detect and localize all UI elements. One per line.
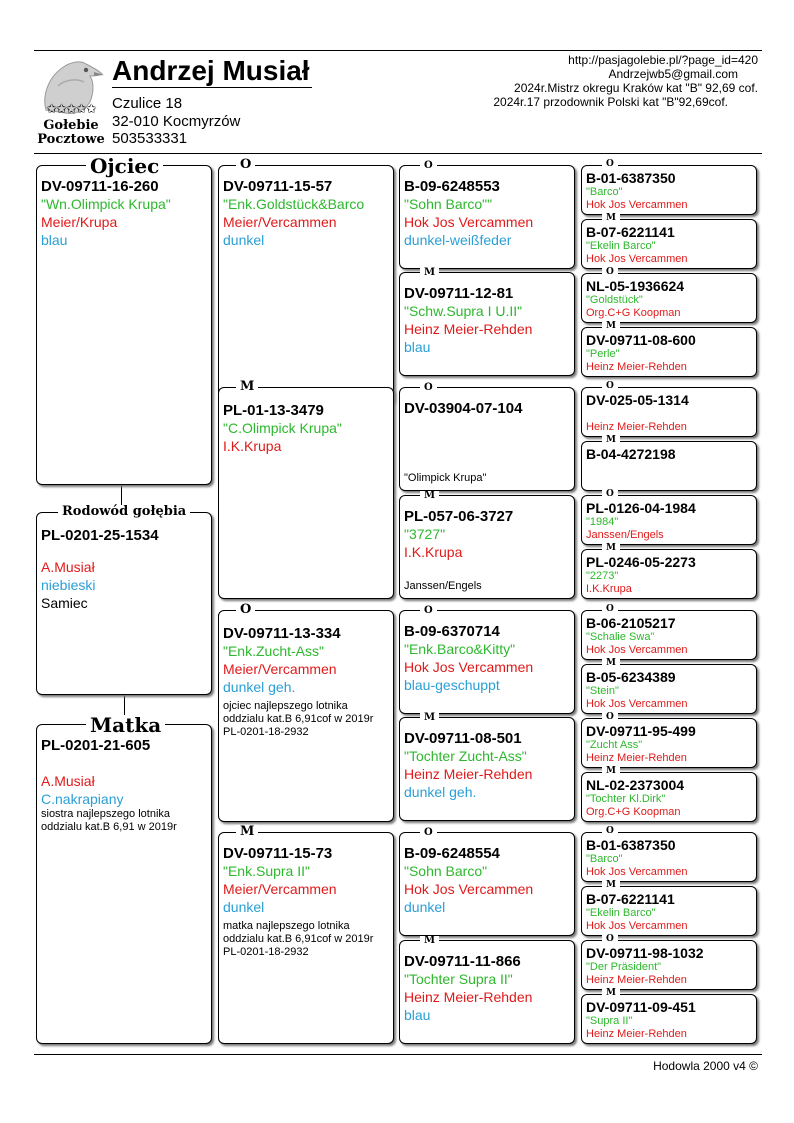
pedigree-label: Rodowód gołębia [58,505,190,518]
fmm-card[interactable] [399,495,575,599]
m-label: M [602,322,620,331]
fmf-ring: DV-03904-07-104 [404,400,523,417]
gen4-name [586,462,756,475]
gen4-card[interactable] [581,886,757,936]
m-label: M [602,659,620,668]
o-label: O [420,828,437,838]
gen4-card[interactable] [581,219,757,269]
gen4-card[interactable] [581,994,757,1044]
gen4-name: "Tochter Kl.Dirk" [586,793,666,805]
m-label: M [420,713,439,723]
mfm-breeder: Heinz Meier-Rehden [404,766,533,782]
gen4-ring: PL-0246-05-2273 [586,554,696,570]
gen4-breeder: Org.C+G Koopman [586,806,681,818]
gen4-ring: B-07-6221141 [586,891,675,907]
mmf-color: dunkel [404,899,446,915]
m-label: M [420,268,439,278]
gen4-breeder: Hok Jos Vercammen [586,644,688,656]
gen4-ring: B-01-6387350 [586,170,676,186]
gen4-card[interactable] [581,549,757,599]
achievement-1: 2024r.Mistrz okregu Kraków kat "B" 92,69 cof. [514,81,758,95]
mother-label: Matka [86,715,165,735]
mother-note: siostra najlepszego lotnika oddzialu kat.B 6,91 w 2019r [41,808,177,833]
owner-name: Andrzej Musiał [112,55,310,86]
father-label: Ojciec [86,156,163,176]
m-label: M [420,936,439,946]
m-label: M [236,380,258,393]
gen4-name: "2273" [586,570,619,582]
gen4-ring: B-01-6387350 [586,837,676,853]
mmm-name: "Tochter Supra II" [404,971,513,987]
gen4-name: "Der Präsident" [586,961,662,973]
paternal-grandmother-name: "C.Olimpick Krupa" [223,420,342,436]
website-link[interactable]: http://pasjagolebie.pl/?page_id=420 [568,53,758,67]
gen4-name: "Barco" [586,186,623,198]
o-label: O [236,158,255,171]
gen4-card[interactable] [581,441,757,491]
gen4-breeder: Hok Jos Vercammen [586,253,688,265]
maternal-grandfather-note: ojciec najlepszego lotnika oddzialu kat.B 6,91cof w 2019r PL-0201-18-2932 [223,700,374,738]
mmm-color: blau [404,1007,431,1023]
fmf-note: "Olimpick Krupa" [404,472,487,484]
gen4-card[interactable] [581,327,757,377]
mff-breeder: Hok Jos Vercammen [404,659,534,675]
gen4-card[interactable] [581,832,757,882]
gen4-breeder: Heinz Meier-Rehden [586,361,687,373]
o-label: O [602,827,618,836]
mmf-ring: B-09-6248554 [404,845,500,862]
o-label: O [602,605,618,614]
mfm-name: "Tochter Zucht-Ass" [404,748,527,764]
maternal-grandmother-note: matka najlepszego lotnika oddzialu kat.B 6,91cof w 2019r PL-0201-18-2932 [223,920,374,958]
maternal-grandfather-name: "Enk.Zucht-Ass" [223,643,324,659]
o-label: O [420,383,437,393]
paternal-grandmother-card[interactable] [218,387,394,599]
gen4-name: "Schalie Swa" [586,631,655,643]
o-label: O [236,603,255,616]
m-label: M [602,989,620,998]
paternal-grandfather-ring: DV-09711-15-57 [223,178,333,195]
fff-card[interactable] [399,165,575,269]
gen4-card[interactable] [581,718,757,768]
paternal-grandfather-color: dunkel [223,232,265,248]
fmm-ring: PL-057-06-3727 [404,508,514,525]
achievement-2: 2024r.17 przodownik Polski kat "B"92,69cof. [493,95,728,109]
m-label: M [602,544,620,553]
gen4-card[interactable] [581,495,757,545]
mmf-breeder: Hok Jos Vercammen [404,881,534,897]
paternal-grandfather-name: "Enk.Goldstück&Barco [223,196,365,212]
gen4-name: "Ekelin Barco" [586,907,656,919]
gen4-breeder: I.K.Krupa [586,583,632,595]
ffm-breeder: Heinz Meier-Rehden [404,321,533,337]
gen4-ring: B-06-2105217 [586,615,676,631]
header-info [440,53,758,109]
o-label: O [420,161,437,171]
m-label: M [602,767,620,776]
gen4-name: "Supra II" [586,1015,633,1027]
mmm-ring: DV-09711-11-866 [404,953,521,970]
gen4-breeder: Heinz Meier-Rehden [586,1028,687,1040]
mff-color: blau-geschuppt [404,677,500,693]
gen4-name: "Zucht Ass" [586,739,643,751]
footer-software: Hodowla 2000 v4 © [653,1059,758,1073]
mfm-color: dunkel geh. [404,784,477,800]
logo-stars: ✩✩✩✩✩ [46,102,96,117]
o-label: O [602,268,618,277]
paternal-grandfather-card[interactable] [218,165,394,405]
gen4-name: "Ekelin Barco" [586,240,656,252]
gen4-ring: B-04-4272198 [586,446,676,462]
gen4-ring: DV-09711-08-600 [586,332,696,348]
mother-card[interactable] [36,724,212,1044]
mfm-ring: DV-09711-08-501 [404,730,522,747]
mmf-name: "Sohn Barco" [404,863,488,879]
gen4-card[interactable] [581,664,757,714]
gen4-name: "Goldstück" [586,294,643,306]
mff-ring: B-09-6370714 [404,623,500,640]
father-color: blau [41,232,68,248]
gen4-ring: B-07-6221141 [586,224,675,240]
m-label: M [602,881,620,890]
gen4-ring: B-05-6234389 [586,669,676,685]
maternal-grandmother-color: dunkel [223,899,265,915]
fff-ring: B-09-6248553 [404,178,500,195]
owner-address-line2: 32-010 Kocmyrzów [112,113,241,130]
maternal-grandfather-color: dunkel geh. [223,679,296,695]
gen4-name: "Perle" [586,348,620,360]
subject-color: niebieski [41,577,96,593]
mother-ring: PL-0201-21-605 [41,737,151,754]
fmm-breeder: I.K.Krupa [404,544,463,560]
gen4-breeder: Heinz Meier-Rehden [586,421,687,433]
gen4-name: "1984" [586,516,619,528]
maternal-grandmother-card[interactable] [218,832,394,1044]
gen4-ring: DV-09711-98-1032 [586,945,704,961]
gen4-card[interactable] [581,387,757,437]
maternal-grandfather-ring: DV-09711-13-334 [223,625,341,642]
gen4-ring: NL-02-2373004 [586,777,685,793]
subject-card[interactable] [36,512,212,695]
mother-color: C.nakrapiany [41,791,124,807]
gen4-breeder: Org.C+G Koopman [586,307,681,319]
ffm-card[interactable] [399,272,575,376]
fmf-card[interactable] [399,387,575,491]
gen4-breeder: Hok Jos Vercammen [586,199,688,211]
maternal-grandmother-breeder: Meier/Vercammen [223,881,337,897]
o-label: O [420,606,437,616]
gen4-card[interactable] [581,165,757,215]
gen4-ring: DV-09711-95-499 [586,723,696,739]
o-label: O [602,382,618,391]
mother-breeder: A.Musiał [41,773,95,789]
m-label: M [602,214,620,223]
m-label: M [602,436,620,445]
paternal-grandmother-ring: PL-01-13-3479 [223,402,324,419]
mff-card[interactable] [399,610,575,714]
m-label: M [236,825,258,838]
maternal-grandfather-breeder: Meier/Vercammen [223,661,337,677]
father-ring: DV-09711-16-260 [41,178,159,195]
fmm-note: Janssen/Engels [404,580,482,592]
fff-color: dunkel-weißfeder [404,232,512,248]
logo [36,56,106,148]
fmm-name: "3727" [404,526,446,542]
gen4-breeder: Hok Jos Vercammen [586,920,688,932]
logo-text-line2: Pocztowe [37,132,105,147]
gen4-name: "Stein" [586,685,619,697]
gen4-name: "Barco" [586,853,623,865]
o-label: O [602,490,618,499]
ffm-ring: DV-09711-12-81 [404,285,514,302]
gen4-ring: NL-05-1936624 [586,278,685,294]
father-breeder: Meier/Krupa [41,214,118,230]
gen4-ring: DV-025-05-1314 [586,392,689,408]
o-label: O [602,935,618,944]
gen4-breeder: Heinz Meier-Rehden [586,752,687,764]
gen4-breeder: Heinz Meier-Rehden [586,974,687,986]
email-link[interactable]: Andrzejwb5@gmail.com [608,67,738,81]
father-name: "Wn.Olimpick Krupa" [41,196,171,212]
owner-address-line1: Czulice 18 [112,95,183,112]
o-label: O [602,713,618,722]
maternal-grandfather-card[interactable] [218,610,394,822]
m-label: M [420,491,439,501]
fff-breeder: Hok Jos Vercammen [404,214,534,230]
paternal-grandfather-breeder: Meier/Vercammen [223,214,337,230]
gen4-card[interactable] [581,610,757,660]
mfm-card[interactable] [399,717,575,821]
gen4-ring: DV-09711-09-451 [586,999,696,1015]
gen4-card[interactable] [581,940,757,990]
mmm-breeder: Heinz Meier-Rehden [404,989,533,1005]
logo-text-line1: Gołebie [43,118,99,133]
subject-ring: PL-0201-25-1534 [41,527,159,544]
gen4-name [586,408,756,421]
maternal-grandmother-ring: DV-09711-15-73 [223,845,333,862]
fff-name: "Sohn Barco"" [404,196,493,212]
father-card[interactable] [36,165,212,485]
gen4-breeder: Hok Jos Vercammen [586,866,688,878]
ffm-color: blau [404,339,431,355]
gen4-breeder: Janssen/Engels [586,529,664,541]
subject-sex: Samiec [41,595,88,611]
mff-name: "Enk.Barco&Kitty" [404,641,516,657]
mmm-card[interactable] [399,940,575,1044]
gen4-breeder: Hok Jos Vercammen [586,698,688,710]
subject-breeder: A.Musiał [41,559,95,575]
paternal-grandmother-breeder: I.K.Krupa [223,438,282,454]
mmf-card[interactable] [399,832,575,936]
gen4-ring: PL-0126-04-1984 [586,500,696,516]
ffm-name: "Schw.Supra I U.II" [404,303,523,319]
gen4-card[interactable] [581,273,757,323]
o-label: O [602,160,618,169]
gen4-card[interactable] [581,772,757,822]
owner-phone: 503533331 [112,130,188,147]
maternal-grandmother-name: "Enk.Supra II" [223,863,310,879]
